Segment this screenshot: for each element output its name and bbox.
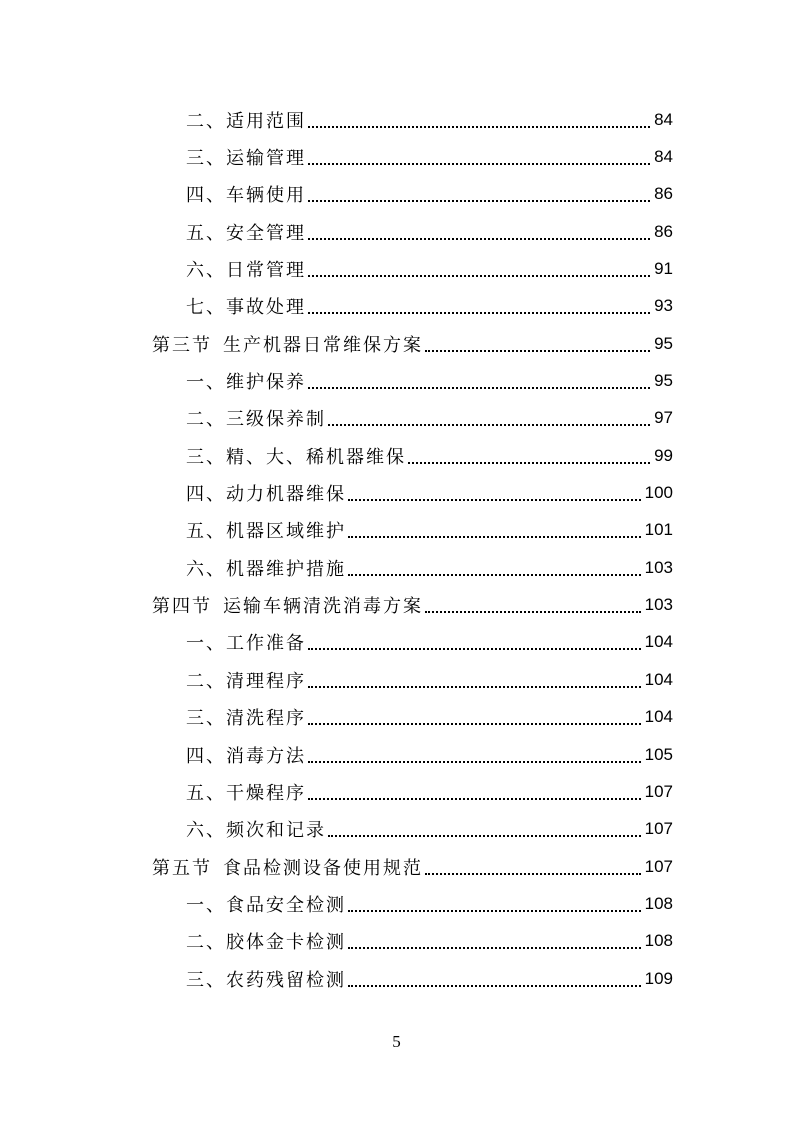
toc-entry-label: 食品检测设备使用规范 [223,857,423,879]
toc-page-number: 97 [654,408,673,428]
toc-entry-title [186,256,308,282]
toc-entry-number: 二、 [186,110,226,132]
toc-entry-number: 四、 [186,484,226,506]
page-number: 5 [392,1032,401,1051]
toc-entry-title [186,816,328,842]
toc-entry-number: 第三节 [152,334,212,356]
toc-section-entry[interactable] [0,325,793,362]
toc-dot-leader [408,460,650,464]
toc-dot-leader [308,646,641,650]
toc-entry-number: 四、 [186,745,226,767]
toc-page-number: 95 [654,333,673,353]
toc-page-number: 104 [644,632,673,652]
toc-dot-leader [308,796,641,800]
toc-entry-label: 清理程序 [226,670,306,692]
toc-dot-leader [425,348,650,352]
toc-dot-leader [308,161,650,165]
toc-entry-title [186,405,328,431]
toc-entry-number: 六、 [186,558,226,580]
toc-subsection-entry[interactable] [0,362,793,399]
toc-subsection-entry[interactable] [0,549,793,586]
toc-entry-title [186,966,348,992]
toc-dot-leader [308,273,650,277]
toc-dot-leader [308,721,641,725]
toc-dot-leader [308,385,650,389]
toc-entry-label: 精、大、稀机器维保 [226,446,406,468]
toc-entry-number: 一、 [186,372,226,394]
toc-entry-number: 七、 [186,297,226,319]
toc-entry-number: 三、 [186,969,226,991]
toc-subsection-entry[interactable] [0,138,793,175]
toc-entry-label: 机器维护措施 [226,558,346,580]
toc-page-number: 84 [654,147,673,167]
toc-page-number: 93 [654,296,673,316]
toc-entry-title [186,293,308,319]
toc-entry-number: 三、 [186,708,226,730]
toc-page-number: 100 [644,483,673,503]
toc-page-number: 86 [654,184,673,204]
toc-dot-leader [328,833,641,837]
toc-entry-label: 胶体金卡检测 [226,932,346,954]
toc-entry-gap [212,335,223,356]
toc-entry-title [186,368,308,394]
toc-entry-number: 三、 [186,446,226,468]
toc-dot-leader [308,310,650,314]
toc-entry-number: 六、 [186,260,226,282]
toc-page-number: 109 [644,968,673,988]
toc-subsection-entry[interactable] [0,400,793,437]
toc-section-entry[interactable] [0,848,793,885]
toc-entry-number: 一、 [186,894,226,916]
toc-subsection-entry[interactable] [0,624,793,661]
toc-section-entry[interactable] [0,586,793,623]
toc-dot-leader [348,908,641,912]
toc-dot-leader [308,759,641,763]
toc-dot-leader [348,945,641,949]
toc-entry-number: 三、 [186,148,226,170]
toc-entry-label: 维护保养 [226,372,306,394]
toc-entry-label: 三级保养制 [226,409,326,431]
toc-page-number: 103 [644,557,673,577]
toc-page-number: 105 [644,744,673,764]
toc-entry-label: 消毒方法 [226,745,306,767]
toc-subsection-entry[interactable] [0,885,793,922]
toc-entry-label: 生产机器日常维保方案 [223,334,423,356]
toc-page-number: 108 [644,893,673,913]
toc-entry-title [186,667,308,693]
toc-entry-title [186,704,308,730]
toc-subsection-entry[interactable] [0,960,793,997]
toc-dot-leader [348,983,641,987]
toc-subsection-entry[interactable] [0,176,793,213]
toc-entry-number: 五、 [186,782,226,804]
toc-subsection-entry[interactable] [0,736,793,773]
toc-subsection-entry[interactable] [0,250,793,287]
toc-entry-title [186,144,308,170]
toc-entry-label: 农药残留检测 [226,969,346,991]
toc-page-number: 86 [654,221,673,241]
toc-entry-label: 机器区域维护 [226,521,346,543]
toc-entry-number: 五、 [186,521,226,543]
toc-entry-label: 事故处理 [226,297,306,319]
toc-entry-label: 干燥程序 [226,782,306,804]
toc-entry-label: 动力机器维保 [226,484,346,506]
toc-subsection-entry[interactable] [0,437,793,474]
toc-page-number: 107 [644,856,673,876]
toc-dot-leader [425,609,641,613]
toc-entry-title [152,592,425,618]
toc-entry-title [186,928,348,954]
toc-entry-title [152,331,425,357]
toc-entry-number: 第四节 [152,596,212,618]
toc-entry-title [186,555,348,581]
toc-entry-number: 一、 [186,633,226,655]
toc-subsection-entry[interactable] [0,923,793,960]
toc-subsection-entry[interactable] [0,699,793,736]
toc-entry-label: 车辆使用 [226,185,306,207]
toc-dot-leader [308,684,641,688]
toc-entry-title [186,891,348,917]
toc-entry-title [186,629,308,655]
toc-entry-title [186,219,308,245]
toc-dot-leader [308,198,650,202]
toc-entry-number: 二、 [186,409,226,431]
toc-page-number: 108 [644,931,673,951]
toc-entry-title [186,181,308,207]
toc-entry-label: 安全管理 [226,222,306,244]
table-of-contents [0,101,793,997]
toc-page-number: 95 [654,371,673,391]
toc-dot-leader [348,534,641,538]
toc-page-number: 107 [644,781,673,801]
toc-page-number: 84 [654,109,673,129]
toc-dot-leader [348,497,641,501]
toc-dot-leader [348,572,641,576]
toc-entry-number: 二、 [186,670,226,692]
toc-page-number: 103 [644,595,673,615]
toc-subsection-entry[interactable] [0,811,793,848]
toc-entry-title [186,517,348,543]
toc-entry-gap [212,596,223,617]
toc-entry-label: 工作准备 [226,633,306,655]
toc-page-number: 104 [644,707,673,727]
toc-page-number: 101 [644,520,673,540]
toc-subsection-entry[interactable] [0,661,793,698]
toc-subsection-entry[interactable] [0,288,793,325]
toc-entry-label: 运输车辆清洗消毒方案 [223,596,423,618]
toc-dot-leader [328,422,650,426]
toc-entry-number: 四、 [186,185,226,207]
toc-entry-number: 二、 [186,932,226,954]
toc-dot-leader [308,236,650,240]
toc-subsection-entry[interactable] [0,474,793,511]
toc-subsection-entry[interactable] [0,773,793,810]
toc-entry-title [186,107,308,133]
toc-entry-number: 五、 [186,222,226,244]
toc-entry-gap [212,858,223,879]
toc-page-number: 107 [644,819,673,839]
toc-entry-label: 适用范围 [226,110,306,132]
toc-page-number: 99 [654,445,673,465]
toc-dot-leader [425,871,641,875]
toc-entry-title [186,742,308,768]
toc-page-number: 91 [654,259,673,279]
toc-subsection-entry[interactable] [0,101,793,138]
toc-entry-label: 运输管理 [226,148,306,170]
toc-entry-number: 第五节 [152,857,212,879]
toc-subsection-entry[interactable] [0,512,793,549]
toc-entry-title [186,480,348,506]
toc-dot-leader [308,124,650,128]
toc-page-number: 104 [644,669,673,689]
toc-entry-label: 清洗程序 [226,708,306,730]
toc-subsection-entry[interactable] [0,213,793,250]
toc-entry-number: 六、 [186,820,226,842]
toc-entry-title [186,443,408,469]
toc-entry-title [152,854,425,880]
toc-entry-label: 频次和记录 [226,820,326,842]
toc-entry-label: 食品安全检测 [226,894,346,916]
toc-entry-label: 日常管理 [226,260,306,282]
toc-entry-title [186,779,308,805]
